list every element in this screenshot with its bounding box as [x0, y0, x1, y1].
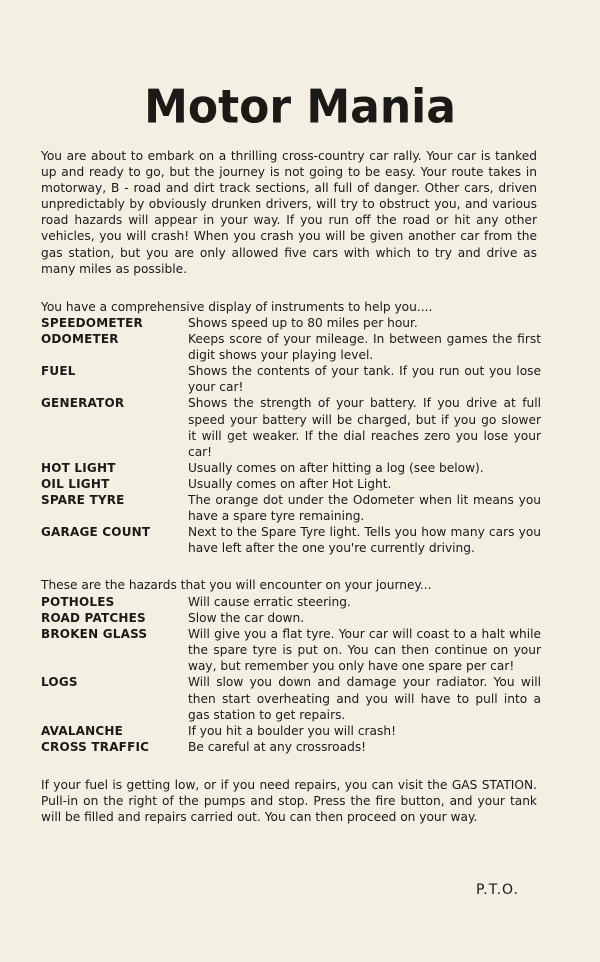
instrument-row [41, 460, 541, 476]
instrument-term: ODOMETER [41, 332, 119, 347]
instrument-term: SPARE TYRE [41, 493, 125, 508]
instrument-row [41, 524, 541, 556]
instrument-term: FUEL [41, 364, 76, 379]
hazard-term: AVALANCHE [41, 723, 124, 738]
instrument-term: SPEEDOMETER [41, 316, 143, 330]
hazard-desc: Will slow you down and damage your radiator. You will then start overheating and you will have to pull into a gas station to get repairs. [188, 675, 541, 722]
hazard-row [41, 723, 541, 739]
instrument-row [41, 395, 541, 459]
hazard-term: BROKEN GLASS [41, 627, 148, 642]
hazard-desc: Will cause erratic steering. [188, 595, 351, 609]
hazard-desc: Slow the car down. [188, 611, 305, 626]
instrument-term: GARAGE COUNT [41, 525, 151, 540]
instrument-term: GENERATOR [41, 396, 125, 411]
hazard-row [41, 739, 541, 755]
instrument-term: HOT LIGHT [41, 460, 116, 475]
instrument-row [41, 476, 541, 492]
hazard-term: CROSS TRAFFIC [41, 739, 150, 754]
intro-paragraph: You are about to embark on a thrilling cross-country car rally. Your car is tanked up and ready to go, but the journey is not going to be easy. Your route takes in motorway, B - road and dirt track sections, all full of danger. Other cars, driven unpredictably by obviously drunken drivers, will try to obstruct you, and various road hazards will appear in your way. If you run off the road or hit any other vehicles, you will crash! When you crash you will be given another car from the gas station, but you are only allowed five cars with which to try and drive as many miles as possible. [41, 149, 537, 276]
instrument-row [41, 363, 541, 395]
hazard-desc: Be careful at any crossroads! [188, 739, 367, 754]
hazard-row [41, 610, 541, 626]
instrument-desc: Shows speed up to 80 miles per hour. [188, 316, 418, 330]
hazard-term: LOGS [41, 675, 78, 690]
hazard-row [41, 674, 541, 722]
hazard-desc: If you hit a boulder you will crash! [188, 723, 396, 738]
hazards-intro: These are the hazards that you will encounter on your journey... [41, 578, 432, 592]
instrument-desc: Shows the contents of your tank. If you run out you lose your car! [188, 364, 541, 395]
instruments-list [41, 315, 541, 556]
hazard-term: POTHOLES [41, 595, 115, 609]
instrument-row [41, 492, 541, 524]
hazard-row [41, 626, 541, 674]
hazards-list [41, 594, 541, 755]
page-title: Motor Mania [144, 80, 456, 135]
hazard-term: ROAD PATCHES [41, 611, 146, 626]
instrument-row [41, 315, 541, 331]
instruments-intro: You have a comprehensive display of instruments to help you.... [41, 300, 433, 314]
instrument-row [41, 331, 541, 363]
gas-station-paragraph: If your fuel is getting low, or if you need repairs, you can visit the GAS STATION. Pull-in on the right of the pumps and stop. Press the fire button, and your tank will be filled and repairs carried out. You can then proceed on your way. [41, 778, 537, 825]
please-turn-over: P.T.O. [476, 882, 519, 898]
instrument-desc: Usually comes on after Hot Light. [188, 476, 392, 491]
hazard-desc: Will give you a flat tyre. Your car will coast to a halt while the spare tyre is put on. You can then continue on your way, but remember you only have one spare per car! [188, 627, 541, 674]
instrument-desc: Next to the Spare Tyre light. Tells you how many cars you have left after the one you're currently driving. [188, 525, 541, 556]
instrument-term: OIL LIGHT [41, 476, 110, 491]
instrument-desc: Shows the strength of your battery. If you drive at full speed your battery will be charged, but if you go slower it will get weaker. If the dial reaches zero you lose your car! [188, 396, 541, 459]
instrument-desc: The orange dot under the Odometer when lit means you have a spare tyre remaining. [188, 493, 541, 524]
hazard-row [41, 594, 541, 610]
instrument-desc: Keeps score of your mileage. In between games the first digit shows your playing level. [188, 332, 541, 363]
instrument-desc: Usually comes on after hitting a log (see below). [188, 460, 484, 475]
